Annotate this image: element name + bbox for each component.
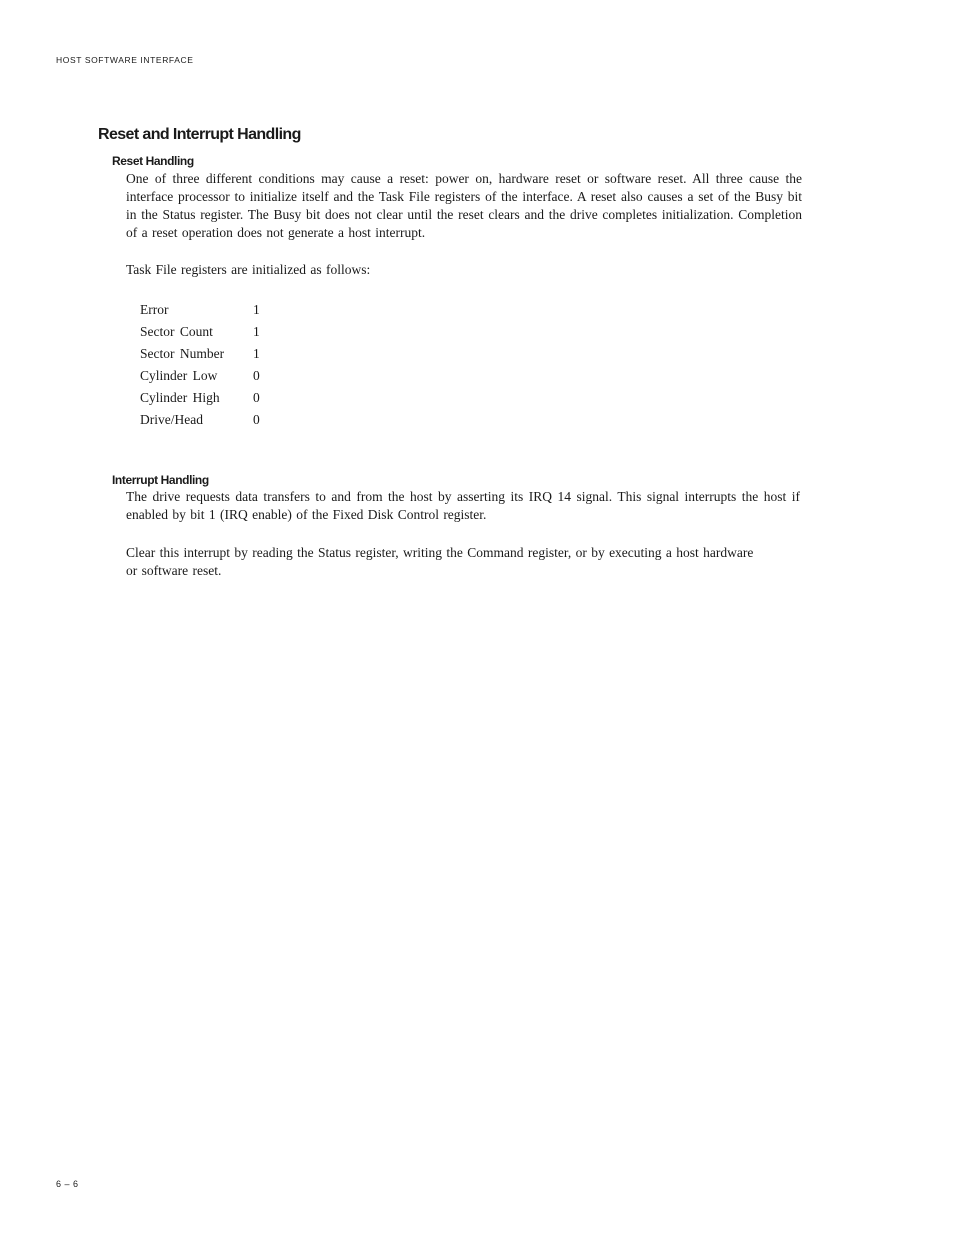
register-value: 1	[253, 302, 260, 317]
register-row	[140, 409, 260, 431]
register-name: Cylinder Low	[140, 368, 218, 383]
reset-handling-heading: Reset Handling	[112, 154, 194, 168]
register-name: Error	[140, 302, 169, 317]
register-value: 0	[253, 390, 260, 405]
register-name: Cylinder High	[140, 390, 220, 405]
register-name: Sector Number	[140, 346, 225, 361]
section-title: Reset and Interrupt Handling	[98, 126, 301, 143]
register-value: 0	[253, 368, 260, 383]
register-name: Sector Count	[140, 324, 213, 339]
interrupt-handling-heading: Interrupt Handling	[112, 473, 209, 487]
register-row	[140, 387, 260, 409]
register-value: 1	[253, 346, 260, 361]
task-file-register-table	[140, 299, 260, 431]
register-row	[140, 321, 260, 343]
register-value: 0	[253, 412, 260, 427]
register-name: Drive/Head	[140, 412, 203, 427]
task-file-intro-paragraph: Task File registers are initialized as follows:	[126, 262, 371, 277]
register-row	[140, 365, 260, 387]
reset-handling-paragraph: One of three different conditions may cause a reset: power on, hardware reset or software reset. All three cause the interface processor to initialize itself and the Task File registers of the interface. A reset also causes a set of the Busy bit in the Status register. The Busy bit does not clear until the reset clears and the drive completes initialization. Completion of a reset operation does not generate a host interrupt.	[126, 171, 802, 240]
page-number: 6 – 6	[56, 1179, 79, 1189]
register-row	[140, 299, 260, 321]
interrupt-handling-paragraph: The drive requests data transfers to and from the host by asserting its IRQ 14 signal. This signal interrupts the host if enabled by bit 1 (IRQ enable) of the Fixed Disk Control register.	[126, 489, 800, 522]
running-head: HOST SOFTWARE INTERFACE	[56, 55, 194, 65]
clear-interrupt-paragraph: Clear this interrupt by reading the Status register, writing the Command register, or by executing a host hardware or software reset.	[126, 545, 754, 578]
register-value: 1	[253, 324, 260, 339]
register-row	[140, 343, 260, 365]
